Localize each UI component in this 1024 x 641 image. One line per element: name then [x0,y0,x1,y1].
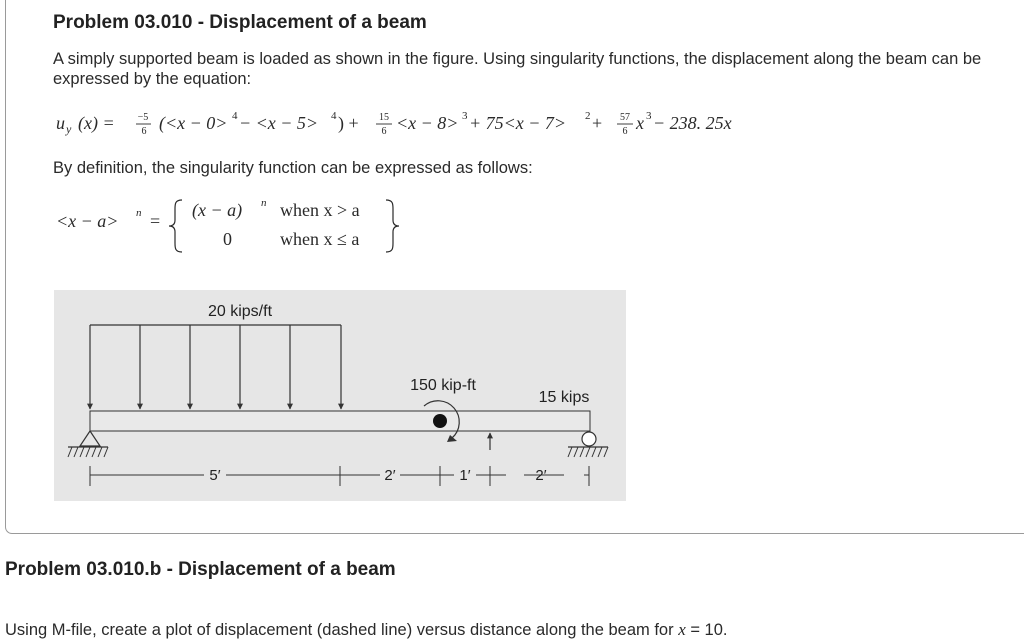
eq-term2: <x − 8> [396,113,459,133]
singularity-definition [56,196,416,256]
case2-expr: 0 [223,229,232,249]
roller-support [568,432,608,457]
distributed-load [90,325,341,409]
case2-cond: when x ≤ a [280,229,360,249]
eq-plus: + [592,113,603,133]
eq-term5: − 238. 25x [653,113,732,133]
eq-term1-mid: − <x − 5> [239,113,319,133]
definition-text: By definition, the singularity function can be expressed as follows: [53,159,533,177]
eq-term3: + 75<x − 7> [469,113,567,133]
problem-b-text [5,620,1020,640]
eq-lhs-sub: y [66,122,72,136]
displacement-equation [56,110,856,138]
case1-exp: n [261,197,267,209]
problem-title: Problem 03.010 - Displacement of a beam [53,12,427,33]
pw-equals: = [150,211,161,231]
eq-term1-exp: 4 [232,110,238,122]
distributed-load-label: 20 kips/ft [207,303,273,320]
eq-term2-exp: 3 [462,110,468,122]
case1-expr: (x − a) [192,200,243,220]
frac2-num: 15 [379,112,389,123]
problem-b-text-before: Using M-file, create a plot of displacement (dashed line) versus distance along the beam for [5,621,679,639]
eq-term1-close: ) + [338,113,359,133]
eq-term1-open: (<x − 0> [159,113,228,133]
problem-b-var: x [678,620,686,639]
eq-term1-exp2: 4 [331,110,337,122]
frac2-den: 6 [381,126,387,137]
eq-term3-exp: 2 [585,110,591,122]
dimension-line [90,466,589,486]
right-brace [386,200,399,252]
eq-lhs-u: u [56,113,65,133]
eq-lhs-arg: (x) = [78,113,115,133]
problem-intro: A simply supported beam is loaded as shown in the figure. Using singularity functions, the displacement along the beam can be expressed by the equation: [53,50,982,88]
pw-lhs: <x − a> [56,211,119,231]
eq-term4-exp: 3 [646,110,652,122]
frac3-den: 6 [622,126,628,137]
frac1-den: 6 [141,126,147,137]
pw-lhs-exp: n [136,207,142,219]
point-load-label: 15 kips [538,389,590,406]
case1-cond: when x > a [280,200,360,220]
eq-term4: x [636,113,644,133]
beam-figure [54,290,626,501]
beam [90,411,590,431]
dim-5: 5′ [209,467,221,484]
dim-2-first: 2′ [384,467,396,484]
left-brace [169,200,182,252]
frac3-num: 57 [620,112,630,123]
dim-1: 1′ [459,467,471,484]
pin-support [68,431,108,457]
dim-2-second: 2′ [535,467,547,484]
frac1-num: −5 [137,112,149,123]
problem-b-text-after: = 10. [685,621,728,639]
problem-b-title: Problem 03.010.b - Displacement of a beam [5,559,396,580]
moment-label: 150 kip-ft [410,377,476,394]
